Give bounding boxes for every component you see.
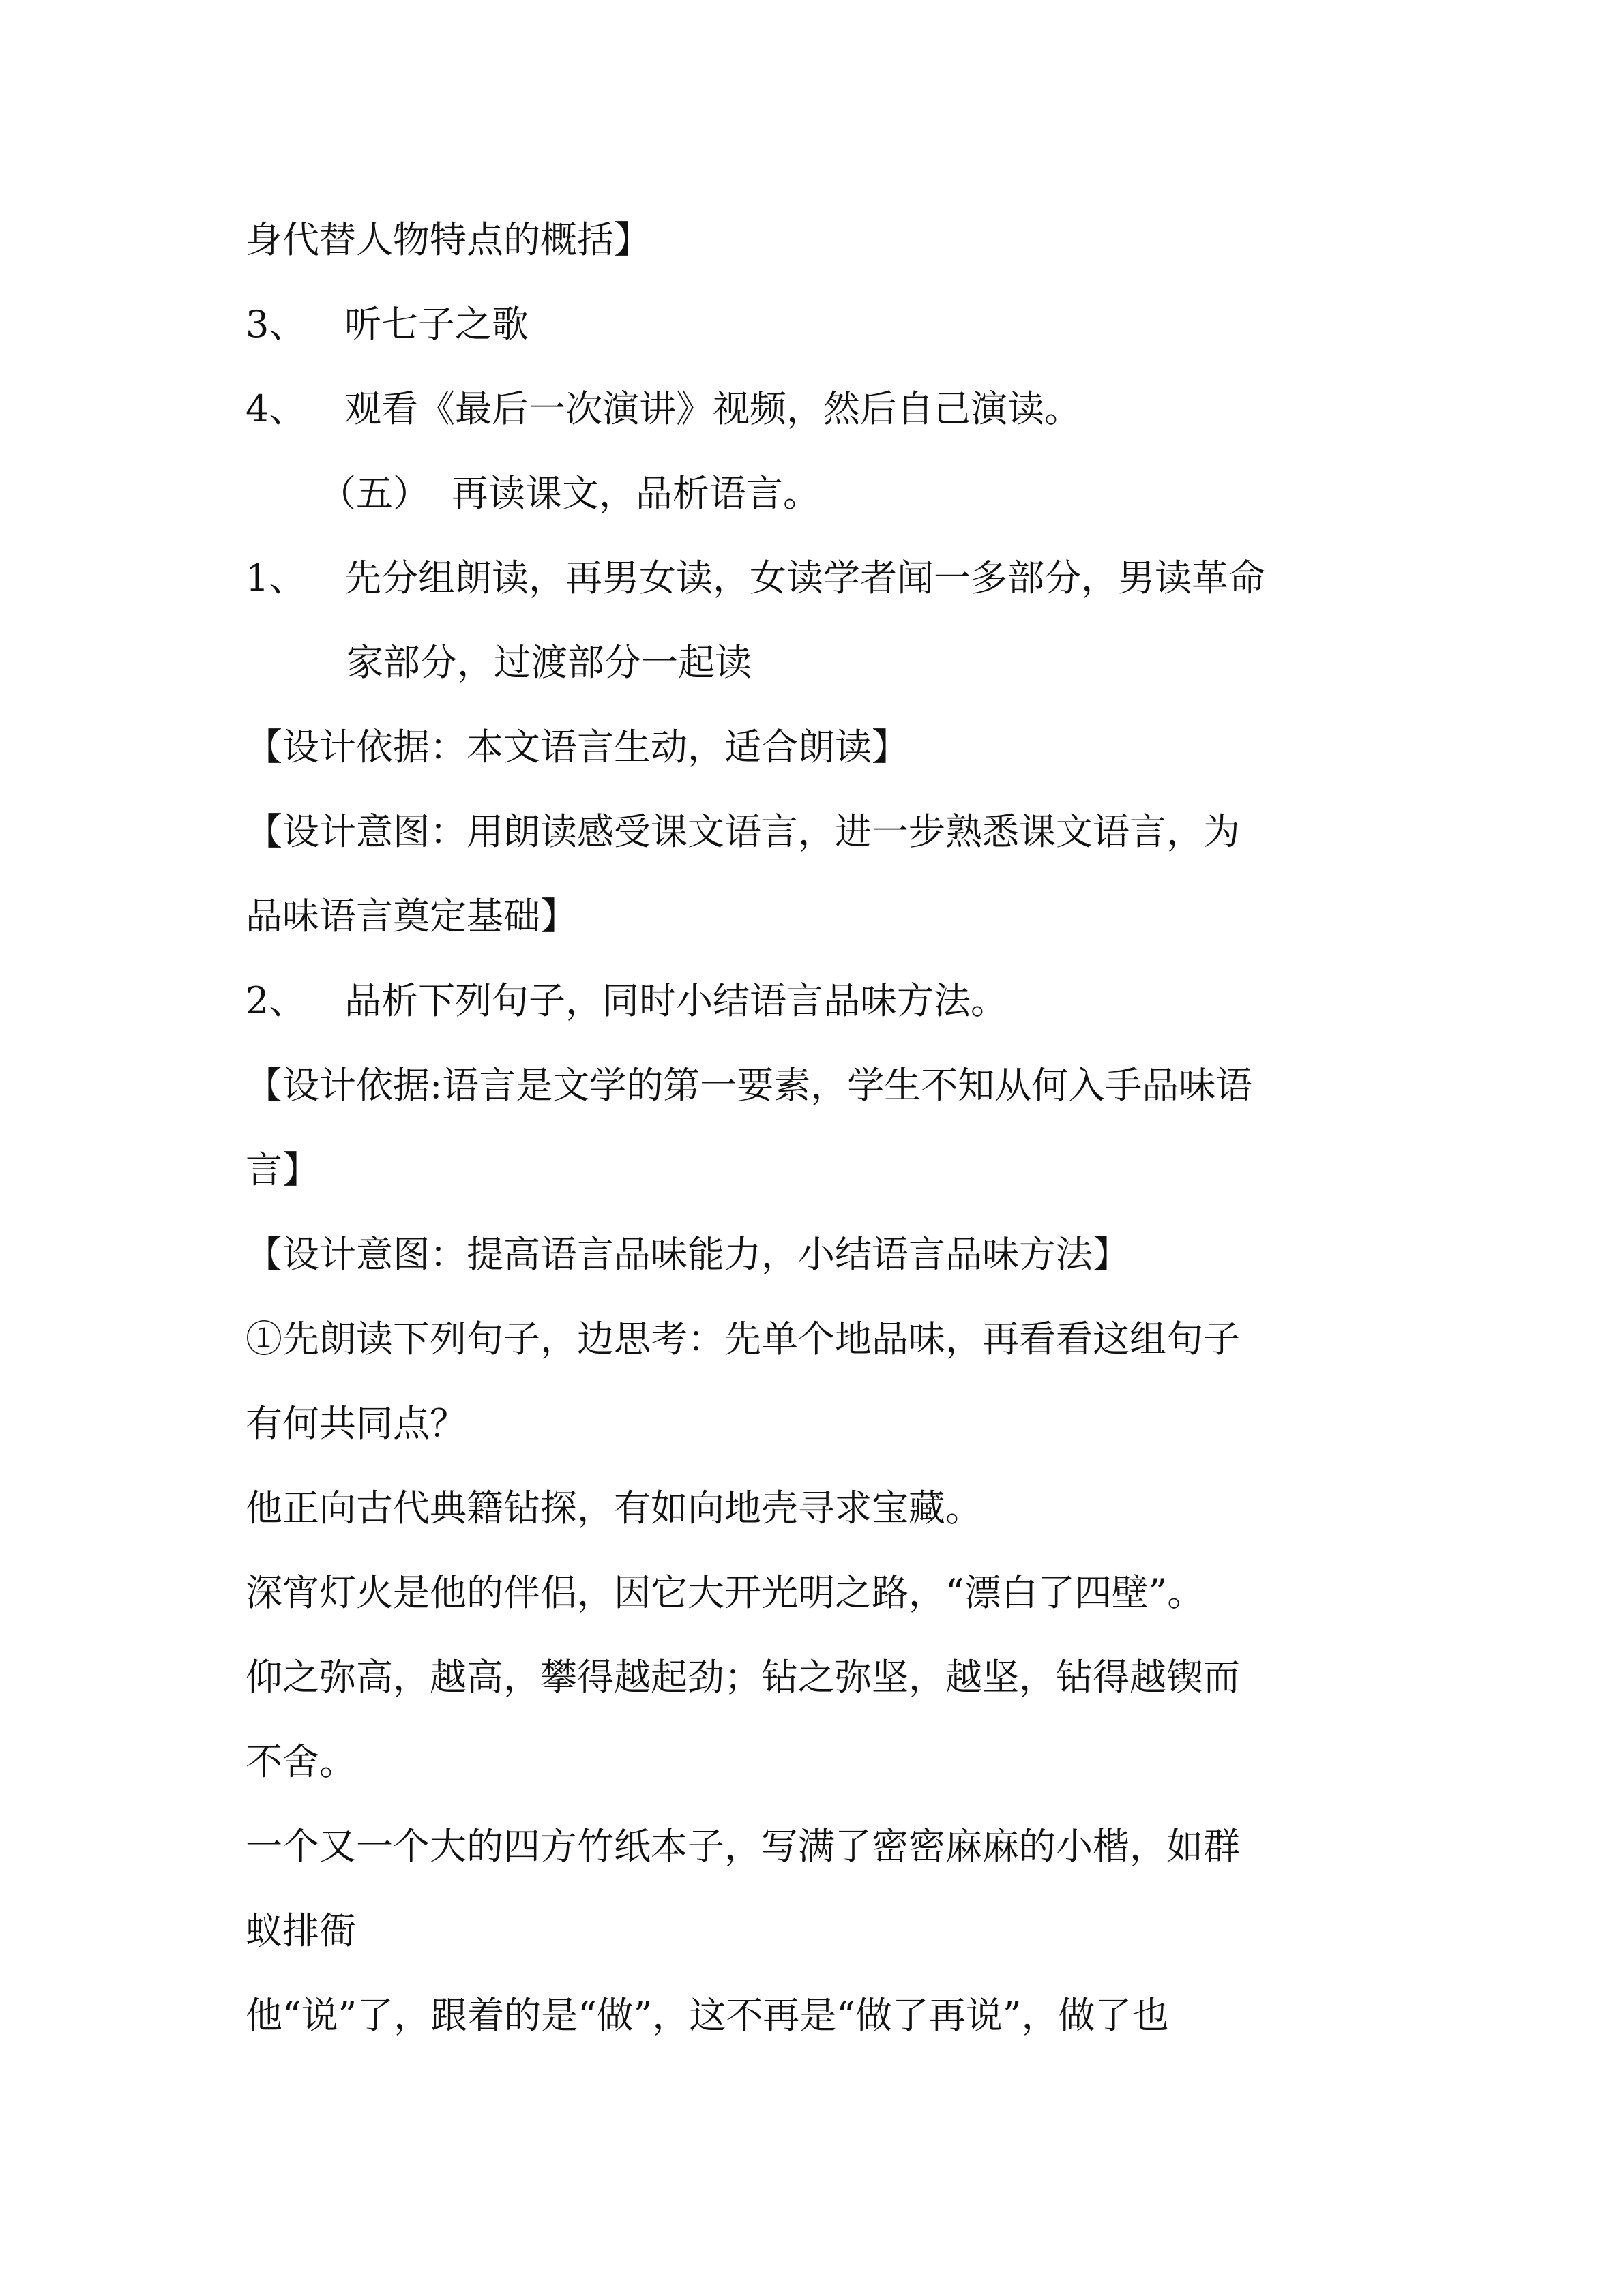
numbered-item <box>246 383 1081 435</box>
line-text: 家部分，过渡部分一起读 <box>346 641 752 684</box>
example-sentence <box>246 1821 1240 1873</box>
line-text: 品析下列句子，同时小结语言品味方法。 <box>344 979 1007 1022</box>
numbered-item <box>246 975 1007 1027</box>
line-text: 深宵灯火是他的伴侣，因它大开光明之路，“漂白了四壁”。 <box>246 1571 1205 1614</box>
text-line <box>246 1398 467 1450</box>
line-text: 仰之弥高，越高，攀得越起劲；钻之弥坚，越坚，钻得越锲而 <box>246 1656 1240 1699</box>
example-sentence <box>246 1990 1169 2042</box>
numbered-item <box>246 552 1265 604</box>
text-line-continuation <box>346 637 752 689</box>
item-number: 1、 <box>246 556 306 599</box>
line-text: 品味语言奠定基础】 <box>246 895 577 938</box>
line-text: 言】 <box>246 1148 319 1191</box>
line-text: 【设计意图：提高语言品味能力，小结语言品味方法】 <box>246 1233 1130 1276</box>
line-text: ①先朗读下列句子，边思考：先单个地品味，再看看这组句子 <box>246 1317 1240 1360</box>
design-basis-note <box>246 721 909 773</box>
section-title: 再读课文，品析语言。 <box>452 472 820 515</box>
text-line <box>246 891 577 942</box>
design-intent-note <box>246 1229 1130 1281</box>
line-text: 他“说”了，跟着的是“做”，这不再是“做了再说”，做了也 <box>246 1994 1169 2037</box>
line-text: 蚁排衙 <box>246 1909 356 1952</box>
line-text: 【设计意图：用朗读感受课文语言，进一步熟悉课文语言，为 <box>246 810 1240 853</box>
line-text: 【设计依据：本文语言生动，适合朗读】 <box>246 726 909 769</box>
numbered-item <box>246 299 529 351</box>
line-text: 先分组朗读，再男女读，女读学者闻一多部分，男读革命 <box>344 556 1265 599</box>
text-line <box>246 214 651 266</box>
line-text: 他正向古代典籍钻探，有如向地壳寻求宝藏。 <box>246 1487 982 1530</box>
item-number: 3、 <box>246 303 306 346</box>
text-line <box>246 1905 356 1957</box>
line-text: 有何共同点？ <box>246 1402 467 1445</box>
text-line <box>246 1313 1240 1365</box>
line-text: 身代替人物特点的概括】 <box>246 218 651 261</box>
design-basis-note <box>246 1060 1252 1112</box>
text-line <box>246 1736 356 1788</box>
example-sentence <box>246 1482 982 1534</box>
item-number: 4、 <box>246 387 306 430</box>
line-text: 一个又一个大的四方竹纸本子，写满了密密麻麻的小楷，如群 <box>246 1825 1240 1868</box>
text-line <box>246 1144 319 1196</box>
line-text: 【设计依据:语言是文学的第一要素，学生不知从何入手品味语 <box>246 1064 1253 1107</box>
item-number: 2、 <box>246 979 306 1022</box>
example-sentence <box>246 1652 1240 1703</box>
design-intent-note <box>246 806 1240 858</box>
section-heading <box>319 468 820 520</box>
section-number: （五） <box>319 472 430 515</box>
example-sentence <box>246 1567 1204 1619</box>
line-text: 不舍。 <box>246 1740 356 1783</box>
line-text: 观看《最后一次演讲》视频，然后自己演读。 <box>344 387 1081 430</box>
line-text: 听七子之歌 <box>344 303 529 346</box>
